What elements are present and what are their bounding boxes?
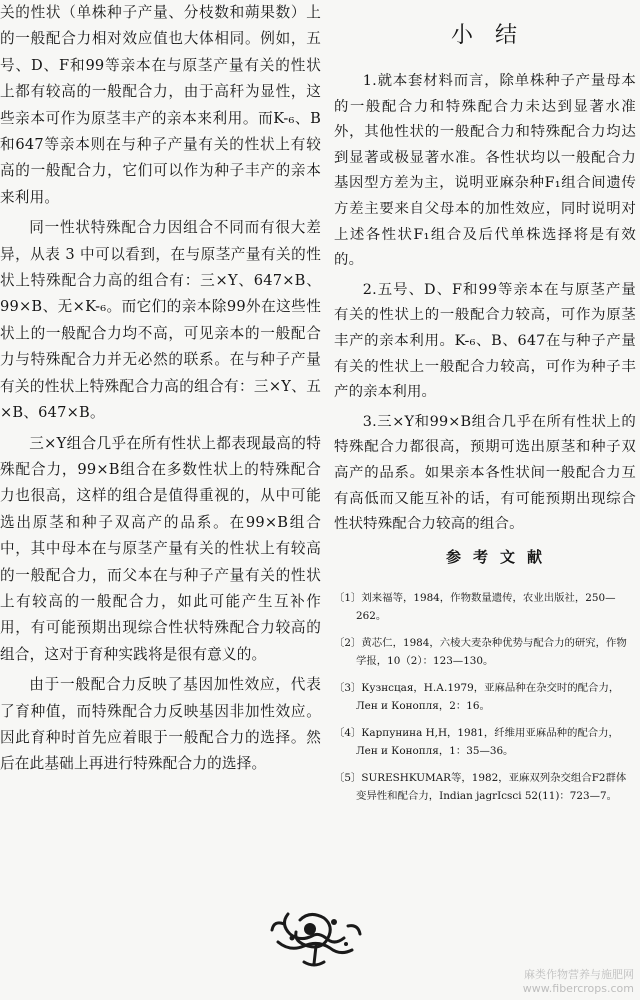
reference-item-3: 〔3〕Кузнсцая，Н.А.1979，亚麻品种在杂交时的配合力，Лен и Конопля，2：16。 xyxy=(334,681,620,712)
decorative-illustration xyxy=(264,896,368,978)
reference-item-5: 〔5〕SURESHKUMAR等，1982，亚麻双列杂交组合F2群体变异性和配合力，Indian jagrIcsci 52(11)：723—7。 xyxy=(334,771,627,802)
reference-item-4: 〔4〕Карпунина Н,Н，1981，纤维用亚麻品种的配合力，Лен и Конопля，1：35—36。 xyxy=(334,726,619,757)
summary-point-2: 2.五号、D、F和99等亲本在与原茎产量有关的性状上的一般配合力较高，可作为原茎丰产的亲本利用。K-₆、B、647在与种子产量有关的性状上一般配合力较高，可作为种子丰产的亲本利用。 xyxy=(334,281,636,401)
references-heading: 参考文献 xyxy=(445,547,554,566)
left-paragraph-3: 三×Y组合几乎在所有性状上都表现最高的特殊配合力，99×B组合在多数性状上的特殊配合力也很高，这样的组合是值得重视的，从中可能选出原茎和种子双高产的品系。在99×B组合中，其中母本在与原茎产量有关的性状上有较高的一般配合力，而父本在与种子产量有关的性状上有较高的一般配合力，如此可能产生互补作用，有可能预期出现综合性状特殊配合力较高的组合，这对于育种实践将是很有意义的。 xyxy=(0,434,321,663)
watermark-url: www.fibercrops.com xyxy=(522,982,634,995)
reference-list xyxy=(334,589,636,805)
left-paragraph-4: 由于一般配合力反映了基因加性效应，代表了育种值，而特殊配合力反映基因非加性效应。因此育种时首先应着眼于一般配合力的选择。然后在此基础上再进行特殊配合力的选择。 xyxy=(0,676,321,773)
site-watermark xyxy=(523,968,634,996)
summary-point-1: 1.就本套材料而言，除单株种子产量母本的一般配合力和特殊配合力未达到显著水准外，其他性状的一般配合力和特殊配合力均达到显著或极显著水准。各性状均以一般配合力基因型方差为主，说明亚麻杂种F₁组合间遗传方差主要来自父母本的加性效应，同时说明对上述各性状F₁组合及后代单株选择将是有效的。 xyxy=(334,73,636,269)
right-column xyxy=(334,0,636,814)
summary-heading: 小结 xyxy=(450,23,539,48)
reference-item-1: 〔1〕刘来福等，1984，作物数量遗传，农业出版社，250—262。 xyxy=(334,591,616,622)
summary-point-3: 3.三×Y和99×B组合几乎在所有性状上的特殊配合力都很高，预期可选出原茎和种子双高产的品系。如果亲本各性状间一般配合力互有高低而又能互补的话，有可能预期出现综合性状特殊配合力较高的组合。 xyxy=(334,413,636,533)
left-column xyxy=(0,0,321,782)
left-paragraph-2: 同一性状特殊配合力因组合不同而有很大差异，从表 3 中可以看到，在与原茎产量有关的性状上特殊配合力高的组合有：三×Y、647×B、99×B、无×K-₆。而它们的亲本除99外在这些性状上的一般配合力均不高，可见亲本的一般配合力与特殊配合力并无必然的联系。在与种子产量有关的性状上特殊配合力高的组合有：三×Y、五×B、647×B。 xyxy=(0,219,321,422)
left-paragraph-1: 关的性状（单株种子产量、分枝数和蒴果数）上的一般配合力相对效应值也大体相同。例如，五号、D、F和99等亲本在与原茎产量有关的性状上都有较高的一般配合力，由于高秆为显性，这些亲本可作为原茎丰产的亲本来利用。而K-₆、B和647等亲本则在与种子产量有关的性状上有较高的一般配合力，它们可以作为种子丰产的亲本来利用。 xyxy=(0,4,321,206)
reference-item-2: 〔2〕黄芯仁，1984，六棱大麦杂种优势与配合力的研究，作物学报，10（2）：123—130。 xyxy=(334,636,627,667)
watermark-site-name: 麻类作物营养与施肥网 xyxy=(524,968,634,981)
